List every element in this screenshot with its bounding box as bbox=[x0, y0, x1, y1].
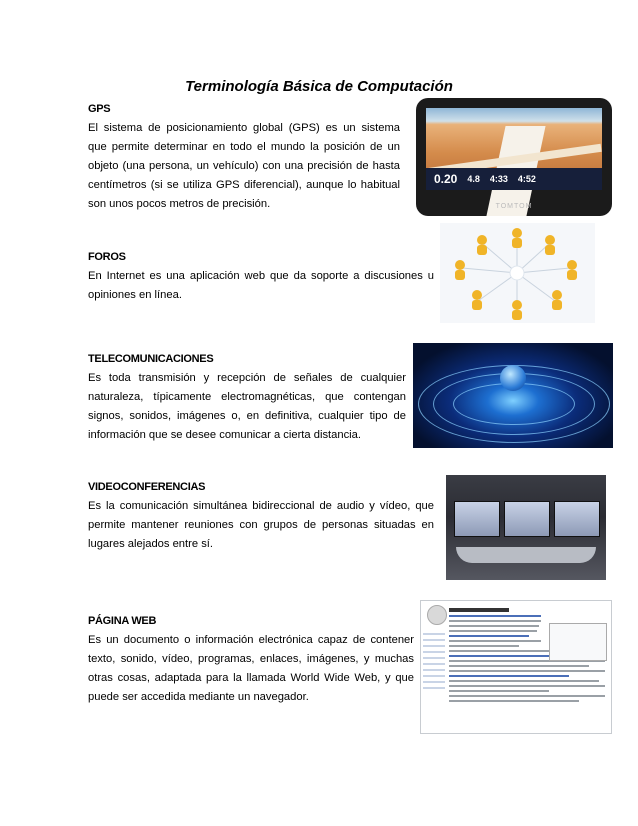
section-videoconferencias bbox=[88, 478, 434, 554]
section-body: Es la comunicación simultánea bidireccional de audio y vídeo, que permite mantener reuniones con grupos de personas situadas en lugares alejados entre sí. bbox=[88, 500, 434, 550]
section-body: En Internet es una aplicación web que da soporte a discusiones u opiniones en línea. bbox=[88, 270, 434, 301]
section-heading: GPS bbox=[88, 103, 111, 115]
page-title: Terminología Básica de Computación bbox=[185, 78, 453, 95]
section-heading: FOROS bbox=[88, 251, 126, 263]
gps-time-1: 4:33 bbox=[489, 174, 508, 184]
conference-room-icon bbox=[446, 475, 606, 580]
section-heading: TELECOMUNICACIONES bbox=[88, 353, 214, 365]
gps-brand: TOMTOM bbox=[495, 203, 533, 210]
section-body: Es toda transmisión y recepción de señales de cualquier naturaleza, típicamente electromagnéticas, que contengan signos, sonidos, imágenes o, en definitiva, cualquier tipo de información que se desee comunicar a cierta distancia. bbox=[88, 372, 406, 441]
gps-distance: 0.20 bbox=[434, 172, 458, 186]
section-body: Es un documento o información electrónica capaz de contener texto, sonido, vídeo, programas, enlaces, imágenes, y muchas otras cosas, adaptada para la llamada World Wide Web, y que puede ser accedida mediante un navegador. bbox=[88, 634, 414, 703]
network-people-icon bbox=[440, 223, 595, 323]
web-page-icon bbox=[420, 600, 612, 734]
globe-network-icon bbox=[413, 343, 613, 448]
section-heading: PÁGINA WEB bbox=[88, 615, 157, 627]
section-gps bbox=[88, 100, 400, 214]
section-foros bbox=[88, 248, 434, 305]
section-heading: VIDEOCONFERENCIAS bbox=[88, 481, 206, 493]
gps-time-2: 4:52 bbox=[517, 174, 536, 184]
section-telecomunicaciones bbox=[88, 350, 406, 445]
gps-device-icon bbox=[416, 98, 612, 216]
gps-speed: 4.8 bbox=[467, 174, 480, 184]
section-body: El sistema de posicionamiento global (GPS) es un sistema que permite determinar en todo el mundo la posición de un objeto (una persona, un vehículo) con una precisión de hasta centímetros (si se utiliza GPS diferencial), aunque lo habitual son unos pocos metros de precisión. bbox=[88, 122, 400, 210]
section-pagina-web bbox=[88, 612, 414, 707]
